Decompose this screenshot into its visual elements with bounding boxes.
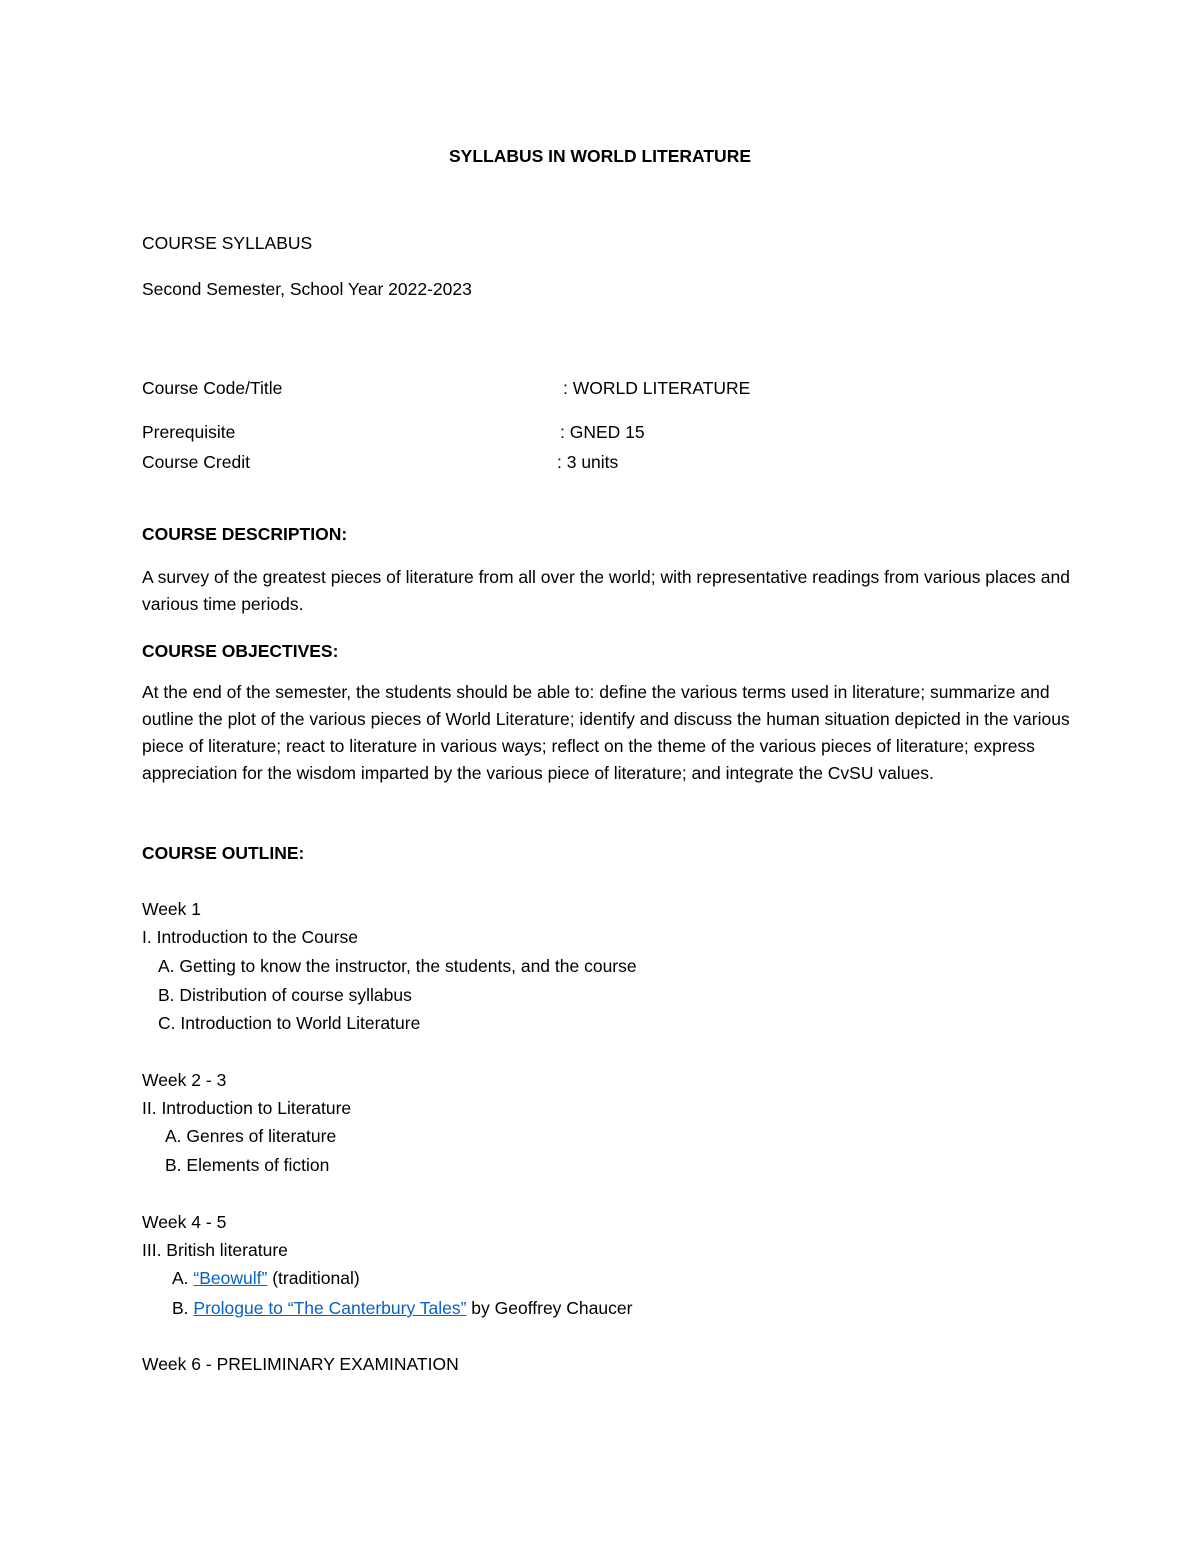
document-title: SYLLABUS IN WORLD LITERATURE [448,146,752,166]
course-credit-label: Course Credit [142,452,250,472]
week-1-topic: I. Introduction to the Course [142,927,358,947]
prerequisite-label: Prerequisite [142,422,236,442]
outline-heading: COURSE OUTLINE: [142,843,305,863]
objectives-text: At the end of the semester, the students should be able to: define the various terms used in literature; summarize and outline the plot of the various pieces of World Literature; identify and discuss the human situation depicted in the various piece of literature; react to literature in various ways; reflect on the theme of the various pieces of literature; express appreciation for the wisdom imparted by the various piece of literature; and integrate the CvSU values. [142,682,1070,783]
item-a-prefix: A. [172,1268,194,1288]
week-2-topic: II. Introduction to Literature [142,1098,352,1118]
week-1-label: Week 1 [142,899,202,919]
semester-line: Second Semester, School Year 2022-2023 [142,279,472,299]
week-4-topic: III. British literature [142,1240,288,1260]
objectives-heading: COURSE OBJECTIVES: [142,641,339,661]
week-1-item: A. Getting to know the instructor, the students, and the course [158,956,637,976]
week-2-item: A. Genres of literature [165,1126,337,1146]
course-syllabus-label: COURSE SYLLABUS [142,233,313,253]
description-text: A survey of the greatest pieces of literature from all over the world; with representative readings from various places and various time periods. [142,567,1070,614]
beowulf-link[interactable]: “Beowulf” [193,1268,268,1288]
course-credit-value: : 3 units [557,452,619,472]
week-4-label: Week 4 - 5 [142,1212,227,1232]
week-2-item: B. Elements of fiction [165,1155,330,1175]
item-b-prefix: B. [172,1298,194,1318]
week-1-item: C. Introduction to World Literature [158,1013,421,1033]
week-4-item-a [172,1268,360,1288]
course-code-value: : WORLD LITERATURE [563,378,751,398]
item-a-suffix: (traditional) [267,1268,360,1288]
course-code-label: Course Code/Title [142,378,283,398]
prerequisite-value: : GNED 15 [560,422,645,442]
description-heading: COURSE DESCRIPTION: [142,524,348,544]
item-b-suffix: by Geoffrey Chaucer [466,1298,633,1318]
week-2-label: Week 2 - 3 [142,1070,227,1090]
week-1-item: B. Distribution of course syllabus [158,985,412,1005]
canterbury-tales-link[interactable]: Prologue to “The Canterbury Tales” [193,1298,467,1318]
week-6-label: Week 6 - PRELIMINARY EXAMINATION [142,1354,459,1374]
week-4-item-b [172,1298,632,1318]
